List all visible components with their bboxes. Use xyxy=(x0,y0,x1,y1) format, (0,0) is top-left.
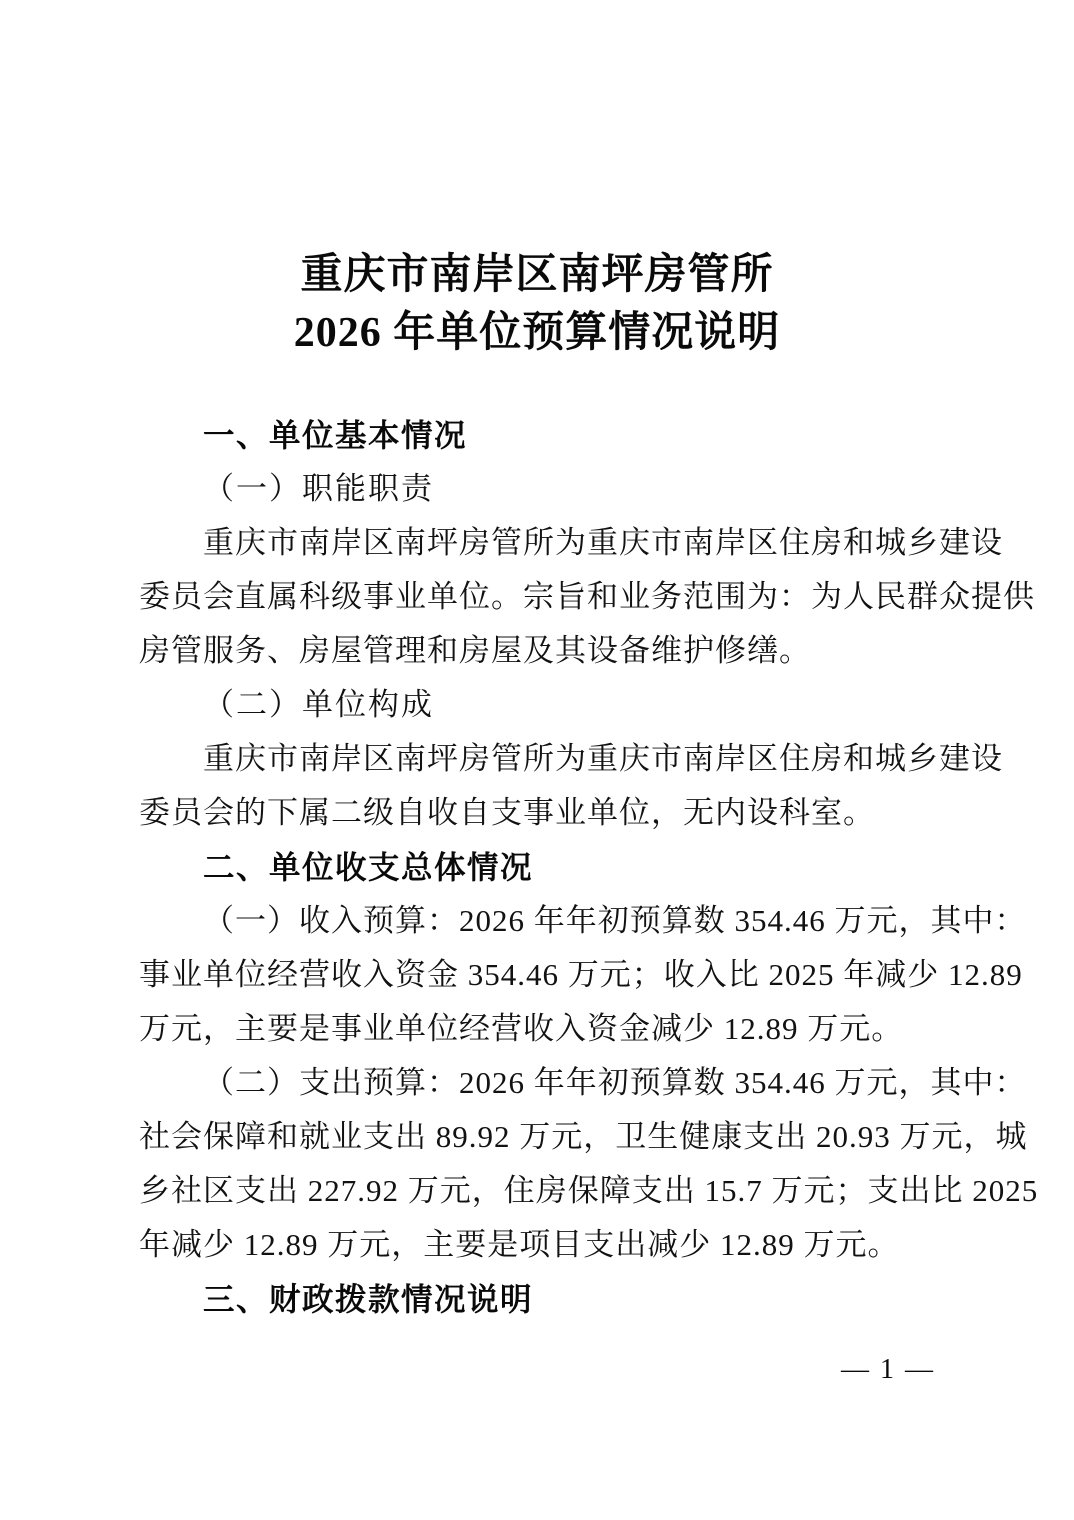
paragraph-line: 委员会的下属二级自收自支事业单位，无内设科室。 xyxy=(139,795,875,830)
paragraph-line: 重庆市南岸区南坪房管所为重庆市南岸区住房和城乡建设 xyxy=(203,741,1003,776)
paragraph-line: 万元，主要是事业单位经营收入资金减少 12.89 万元。 xyxy=(139,1011,904,1046)
paragraph-line: 重庆市南岸区南坪房管所为重庆市南岸区住房和城乡建设 xyxy=(203,525,1003,560)
paragraph-line: 社会保障和就业支出 89.92 万元，卫生健康支出 20.93 万元，城 xyxy=(139,1119,1028,1154)
paragraph-line: 乡社区支出 227.92 万元，住房保障支出 15.7 万元；支出比 2025 xyxy=(139,1173,1039,1208)
title-line-2: 2026 年单位预算情况说明 xyxy=(293,310,781,356)
paragraph-line: 年减少 12.89 万元，主要是项目支出减少 12.89 万元。 xyxy=(139,1227,900,1262)
paragraph-line: 委员会直属科级事业单位。宗旨和业务范围为：为人民群众提供 xyxy=(139,579,1035,614)
paragraph-line: 房管服务、房屋管理和房屋及其设备维护修缮。 xyxy=(139,633,811,668)
section-heading-1: 一、单位基本情况 xyxy=(203,417,468,453)
page-number: — 1 — xyxy=(841,1354,935,1385)
paragraph-line: （二）支出预算：2026 年年初预算数 354.46 万元，其中： xyxy=(203,1065,1027,1100)
document-title xyxy=(0,246,1074,362)
subsection-label-1-1: （一）职能职责 xyxy=(203,471,434,506)
section-heading-3: 三、财政拨款情况说明 xyxy=(203,1281,534,1317)
subsection-label-1-2: （二）单位构成 xyxy=(203,687,434,722)
section-heading-2: 二、单位收支总体情况 xyxy=(203,849,534,885)
document-body xyxy=(139,408,1039,1326)
title-line-1: 重庆市南岸区南坪房管所 xyxy=(300,252,774,298)
paragraph-line: 事业单位经营收入资金 354.46 万元；收入比 2025 年减少 12.89 xyxy=(139,957,1023,992)
paragraph-line: （一）收入预算：2026 年年初预算数 354.46 万元，其中： xyxy=(203,903,1027,938)
